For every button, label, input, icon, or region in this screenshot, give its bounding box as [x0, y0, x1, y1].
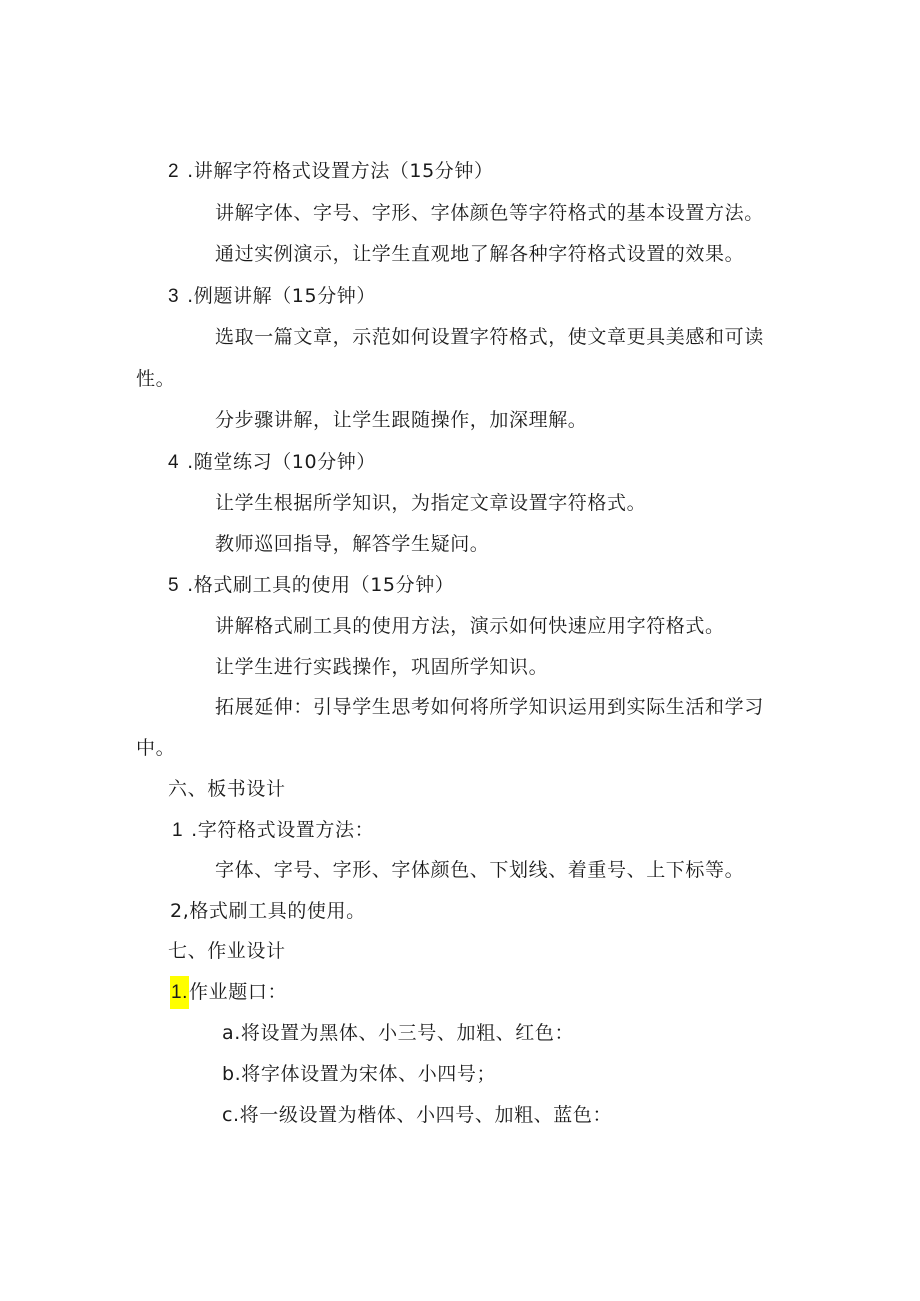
section-number: 3 [168, 286, 180, 307]
paragraph: 讲解格式刷工具的使用方法，演示如何快速应用字符格式。 [215, 615, 725, 637]
section-2-heading [168, 158, 494, 185]
homework-sub-c: c.将一级设置为楷体、小四号、加粗、蓝色： [222, 1104, 613, 1126]
item-number: 1 [172, 820, 184, 841]
section-number: 4 [168, 452, 180, 473]
paragraph: 通过实例演示，让学生直观地了解各种字符格式设置的效果。 [215, 243, 745, 265]
board-item-1-detail: 字体、字号、字形、字体颜色、下划线、着重号、上下标等。 [215, 859, 745, 881]
section-number: 2 [168, 161, 180, 182]
homework-item-1 [170, 979, 287, 1006]
item-text: 作业题口： [189, 981, 288, 1003]
paragraph-continuation: 性。 [136, 368, 176, 390]
board-item-2: 2,格式刷工具的使用。 [170, 900, 366, 922]
section-title: .随堂练习（10分钟） [187, 451, 376, 473]
board-design-heading: 六、板书设计 [168, 778, 286, 800]
section-title: .格式刷工具的使用（15分钟） [187, 574, 455, 596]
paragraph: 分步骤讲解，让学生跟随操作，加深理解。 [215, 409, 588, 431]
section-title: .讲解字符格式设置方法（15分钟） [187, 160, 494, 182]
section-title: .例题讲解（15分钟） [187, 285, 376, 307]
homework-heading: 七、作业设计 [168, 940, 286, 962]
board-item-1 [172, 817, 374, 844]
paragraph: 教师巡回指导，解答学生疑问。 [215, 533, 490, 555]
paragraph: 选取一篇文章，示范如何设置字符格式，使文章更具美感和可读 [215, 326, 764, 348]
section-4-heading [168, 449, 376, 476]
paragraph: 让学生根据所学知识，为指定文章设置字符格式。 [215, 492, 647, 514]
paragraph: 拓展延伸：引导学生思考如何将所学知识运用到实际生活和学习 [215, 696, 764, 718]
section-3-heading [168, 283, 376, 310]
paragraph: 让学生进行实践操作，巩固所学知识。 [215, 656, 549, 678]
paragraph: 讲解字体、字号、字形、字体颜色等字符格式的基本设置方法。 [215, 202, 764, 224]
highlighted-number: 1. [170, 976, 189, 1009]
homework-sub-a: a.将设置为黑体、小三号、加粗、红色： [222, 1022, 575, 1044]
item-text: .字符格式设置方法： [191, 819, 375, 841]
section-5-heading [168, 572, 454, 599]
section-number: 5 [168, 575, 180, 596]
paragraph-continuation: 中。 [136, 737, 176, 759]
homework-sub-b: b.将字体设置为宋体、小四号； [222, 1063, 497, 1085]
